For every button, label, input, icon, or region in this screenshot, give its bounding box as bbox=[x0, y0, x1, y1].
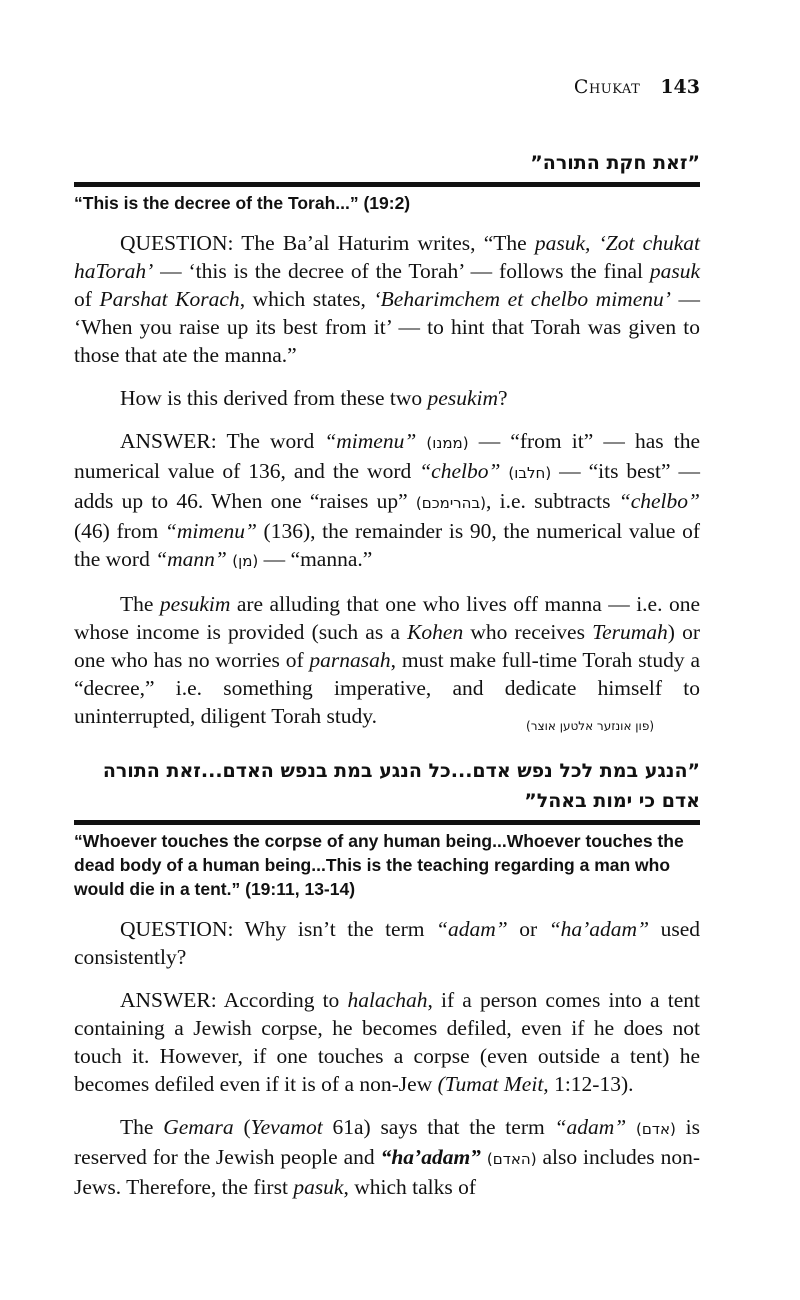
section-zot-chukat bbox=[74, 148, 700, 740]
italic-term: “chelbo” bbox=[419, 459, 501, 483]
hebrew-term: (ממנו) bbox=[426, 434, 469, 452]
hebrew-term: (האדם) bbox=[486, 1150, 537, 1168]
text-run: is reserved for the Jewish people and bbox=[74, 1115, 700, 1169]
italic-term: “adam” bbox=[436, 917, 508, 941]
italic-term: “ha’adam” bbox=[380, 1145, 481, 1169]
text-run bbox=[626, 1115, 636, 1139]
italic-term: ‘Beharimchem et chelbo mimenu’ bbox=[373, 287, 671, 311]
text-run: also includes non-Jews. Therefore, the first bbox=[74, 1145, 701, 1199]
source-citation: (פון אונזער אלטען אוצר) bbox=[526, 719, 654, 733]
paragraph bbox=[74, 384, 700, 412]
text-run: — “manna.” bbox=[258, 547, 373, 571]
text-run: — ‘this is the decree of the Torah’ — follows the final bbox=[153, 259, 650, 283]
italic-term: pasuk bbox=[293, 1175, 344, 1199]
paragraph bbox=[74, 1113, 700, 1201]
hebrew-heading: ”הנגע במת לכל נפש אדם...כל הנגע במת בנפש האדם...זאת התורה אדם כי ימות באהל” bbox=[102, 760, 700, 812]
english-heading: “Whoever touches the corpse of any human being...Whoever touches the dead body of a human being...This is the teaching regarding a man who would die in a tent.” (19:11, 13-14) bbox=[74, 831, 684, 899]
text-run: The bbox=[120, 1115, 164, 1139]
hebrew-heading: ”זאת חקת התורה” bbox=[530, 152, 700, 174]
text-run: 1:12-13). bbox=[548, 1072, 634, 1096]
text-run: QUESTION: Why isn’t the term bbox=[120, 917, 437, 941]
italic-term: Parshat Korach bbox=[99, 287, 240, 311]
heading-rule bbox=[74, 182, 700, 187]
italic-term: “mimenu” bbox=[324, 429, 417, 453]
text-run: — “its best” — adds up to 46. When one “raises up” bbox=[74, 459, 701, 513]
text-run: (136), the remainder is 90, the numerical value of the word bbox=[74, 519, 700, 571]
text-run: ? bbox=[497, 386, 508, 410]
text-run: who receives bbox=[463, 620, 593, 644]
paragraph bbox=[74, 229, 700, 369]
italic-term: pesukim bbox=[159, 592, 231, 616]
text-run: of bbox=[74, 287, 100, 311]
text-run: 61a) says that the term bbox=[322, 1115, 555, 1139]
italic-term: Yevamot bbox=[250, 1115, 323, 1139]
section-body bbox=[74, 229, 701, 733]
italic-term: pasuk, ‘Zot chukat haTorah’ bbox=[74, 231, 700, 283]
text-run: — “from it” — has the numerical value of 136, and the word bbox=[74, 429, 700, 483]
chapter-title: Chukat bbox=[573, 76, 641, 98]
italic-term: halachah bbox=[347, 988, 428, 1012]
italic-term: “mann” bbox=[155, 547, 227, 571]
paragraph bbox=[74, 590, 701, 733]
text-run: QUESTION: The Ba’al Haturim writes, “The bbox=[120, 231, 535, 255]
text-run: ) or one who has no worries of bbox=[74, 620, 700, 672]
text-run: used consistently? bbox=[74, 917, 700, 969]
paragraph bbox=[74, 915, 700, 971]
running-head bbox=[574, 76, 700, 98]
text-run: are alluding that one who lives off manna — i.e. one whose income is provided (such as a bbox=[74, 592, 700, 644]
italic-term: parnasah bbox=[309, 648, 391, 672]
text-run: , which states, bbox=[239, 287, 374, 311]
section-body bbox=[74, 915, 700, 1201]
hebrew-term: (חלבו) bbox=[508, 464, 552, 482]
text-run: ANSWER: According to bbox=[120, 988, 348, 1012]
hebrew-term: (בהרימכם) bbox=[415, 494, 486, 512]
italic-term: pasuk bbox=[649, 259, 700, 283]
text-run: ( bbox=[233, 1115, 251, 1139]
paragraph bbox=[74, 427, 700, 575]
text-run: , which talks of bbox=[343, 1175, 477, 1199]
text-run: ANSWER: The word bbox=[120, 429, 325, 453]
italic-term: Gemara bbox=[163, 1115, 234, 1139]
italic-term: “mimenu” bbox=[164, 519, 257, 543]
italic-term: “adam” bbox=[554, 1115, 627, 1139]
italic-term: Terumah bbox=[592, 620, 668, 644]
text-run: How is this derived from these two bbox=[120, 386, 428, 410]
text-run: , if a person comes into a tent containing a Jewish corpse, he becomes defiled, even if he does not touch it. However, if one touches a corpse (even outside a tent) he becomes defiled even if it is of a non-Jew bbox=[74, 988, 700, 1096]
italic-term: “chelbo” bbox=[618, 489, 700, 513]
italic-term: “ha’adam” bbox=[548, 917, 650, 941]
text-run: The bbox=[120, 592, 160, 616]
text-run bbox=[416, 429, 426, 453]
italic-term: (Tumat Meit, bbox=[437, 1072, 549, 1096]
italic-term: pesukim bbox=[427, 386, 498, 410]
italic-term: Kohen bbox=[407, 620, 464, 644]
text-run: , i.e. subtracts bbox=[485, 489, 619, 513]
english-heading: “This is the decree of the Torah...” (19:2) bbox=[74, 193, 411, 213]
text-run: or bbox=[507, 917, 549, 941]
text-run: — ‘When you raise up its best from it’ — to hint that Torah was given to those that ate the manna.” bbox=[74, 287, 700, 367]
page-number: 143 bbox=[660, 76, 700, 98]
text-run: , must make full-time Torah study a “decree,” i.e. something imperative, and dedicate himself to uninterrupted, diligent Torah study. bbox=[74, 648, 701, 728]
heading-rule bbox=[74, 820, 700, 825]
hebrew-term: (אדם) bbox=[635, 1120, 676, 1138]
hebrew-term: (מן) bbox=[232, 552, 259, 570]
paragraph bbox=[74, 986, 700, 1098]
section-touches-corpse bbox=[74, 756, 700, 1201]
text-run: (46) from bbox=[74, 519, 165, 543]
